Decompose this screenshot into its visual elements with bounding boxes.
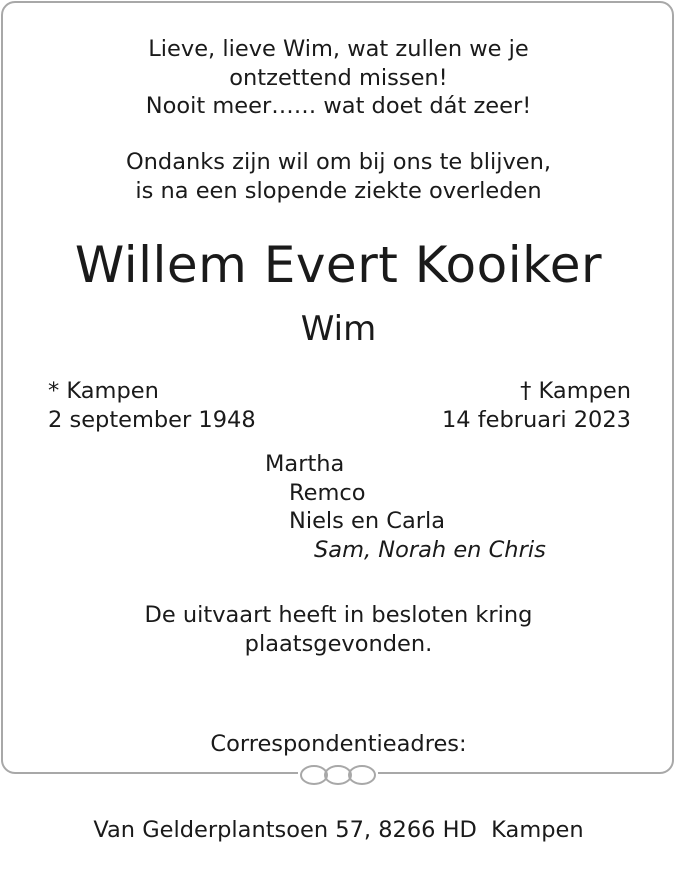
funeral-line: De uitvaart heeft in besloten kring <box>144 602 533 628</box>
grandchildren: Sam, Norah en Chris <box>314 536 546 563</box>
deceased-nickname: Wim <box>300 309 377 349</box>
poem-line: Lieve, lieve Wim, wat zullen we je <box>148 36 529 62</box>
deceased-name: Willem Evert Kooiker <box>74 236 603 294</box>
correspondence <box>0 673 677 873</box>
correspondence-address: Van Gelderplantsoen 57, 8266 HD Kampen <box>93 816 584 843</box>
poem <box>0 35 677 121</box>
announcement-line: is na een slopende ziekte overleden <box>135 177 542 204</box>
birth-place: * Kampen <box>48 378 159 404</box>
death-place: † Kampen <box>520 378 631 404</box>
poem-line: Nooit meer…… wat doet dát zeer! <box>145 93 532 119</box>
death-info <box>442 377 631 434</box>
birth-date: 2 september 1948 <box>48 406 256 433</box>
announcement <box>0 148 677 205</box>
family-member: Niels en Carla <box>289 508 446 534</box>
funeral-line: plaatsgevonden. <box>244 630 433 657</box>
poem-line: ontzettend missen! <box>229 64 448 91</box>
death-date: 14 februari 2023 <box>441 406 631 433</box>
family-list <box>265 450 546 564</box>
funeral-notice <box>0 601 677 658</box>
birth-info <box>48 377 256 434</box>
family-member: Martha <box>265 451 345 477</box>
family-member: Remco <box>289 479 366 506</box>
correspondence-label: Correspondentieadres: <box>210 731 467 757</box>
announcement-line: Ondanks zijn wil om bij ons te blijven, <box>125 149 552 175</box>
